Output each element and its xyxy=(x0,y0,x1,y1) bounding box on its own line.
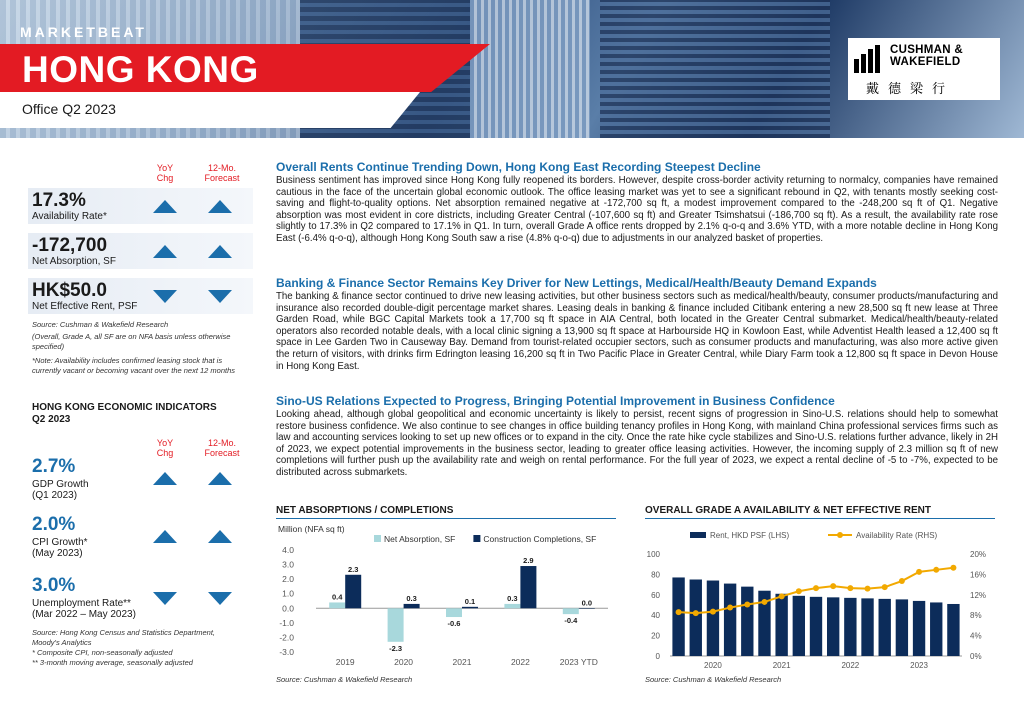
kpi-note-basis: (Overall, Grade A, all SF are on NFA basis unless otherwise specified) xyxy=(32,332,231,351)
bar xyxy=(329,602,345,608)
bar xyxy=(827,597,839,656)
arrow-up-icon xyxy=(153,245,177,258)
bar xyxy=(690,580,702,657)
bar xyxy=(446,608,462,617)
y-left-tick-label: 20 xyxy=(651,631,660,641)
arrow-down-icon xyxy=(153,592,177,605)
arrow-up-icon xyxy=(208,200,232,213)
chart-source: Source: Cushman & Wakefield Research xyxy=(276,675,413,684)
econ-label: CPI Growth* xyxy=(32,537,88,548)
kpi-source: Source: Cushman & Wakefield Research xyxy=(32,320,169,329)
y-left-tick-label: 60 xyxy=(651,590,660,600)
data-label: 0.0 xyxy=(581,598,593,608)
arrow-up-icon xyxy=(208,245,232,258)
line-point xyxy=(693,610,699,616)
data-label: 0.4 xyxy=(331,592,343,602)
line-point xyxy=(676,609,682,615)
banner-building xyxy=(600,0,830,138)
kpi-net-absorption xyxy=(28,233,253,269)
arrow-up-icon xyxy=(208,530,232,543)
line-point xyxy=(916,569,922,575)
arrow-up-icon xyxy=(153,530,177,543)
y-right-tick-label: 16% xyxy=(970,570,987,580)
kpi-value: HK$50.0 xyxy=(32,280,107,301)
bar xyxy=(741,587,753,656)
bar xyxy=(879,599,891,656)
x-tick-label: 2020 xyxy=(704,661,722,670)
report-period: Office Q2 2023 xyxy=(22,101,116,117)
logo-name: CUSHMAN & WAKEFIELD xyxy=(890,44,963,68)
y-right-tick-label: 4% xyxy=(970,631,982,641)
section-body: Looking ahead, although global geopolitical and economic uncertainty is likely to persist, recent signs of progression in Sino-U.S. relations should help to somewhat restore business confidence. We also continue to see changes in office building tenancy profiles in Hong Kong, with mainland China professional services firms such as law and accounting services looking to set up new offices or to expand in the city. Once the rate hike cycle stabilizes and Sino-U.S. relations further advance, likely in 2H of 2023, we expect potential improvements in the business sector, leading to greater office leasing activities. However, the incoming supply of 2.3 million sq ft of new completions will further push up the availability rate and weigh on rental performance. For the full year of 2023, we expect a rental decline of -5 to -7%, expected to be distributed across submarkets. xyxy=(276,409,998,478)
econ-value: 2.0% xyxy=(32,514,76,535)
x-tick-label: 2023 YTD xyxy=(559,657,598,667)
data-label: -0.6 xyxy=(447,619,461,629)
econ-period: (Mar 2022 – May 2023) xyxy=(32,609,136,620)
line-point xyxy=(847,585,853,591)
brand-title: MARKETBEAT xyxy=(20,24,147,40)
line-point xyxy=(950,565,956,571)
line-point xyxy=(865,586,871,592)
bar xyxy=(930,602,942,656)
chart-title-availability: OVERALL GRADE A AVAILABILITY & NET EFFECTIVE RENT xyxy=(645,505,931,516)
kpi-yoy-header: YoY Chg xyxy=(156,163,174,183)
y-tick-label: 4.0 xyxy=(282,545,294,555)
econ-yoy-header: YoY Chg xyxy=(156,438,174,458)
legend-swatch xyxy=(473,535,480,542)
line-point xyxy=(813,585,819,591)
data-label: -2.3 xyxy=(389,643,403,653)
bar xyxy=(672,577,684,656)
x-tick-label: 2022 xyxy=(510,657,530,667)
bar xyxy=(861,598,873,656)
econ-title: HONG KONG ECONOMIC INDICATORS Q2 2023 xyxy=(32,402,217,425)
line-point xyxy=(830,583,836,589)
absorption-chart xyxy=(276,520,618,670)
line-point xyxy=(761,599,767,605)
kpi-net-effective-rent xyxy=(28,278,253,314)
legend-label: Net Absorption, SF xyxy=(384,534,456,544)
econ-note-unemployment: ** 3-month moving average, seasonally adjusted xyxy=(32,658,193,667)
chart-source: Source: Cushman & Wakefield Research xyxy=(645,675,782,684)
x-tick-label: 2019 xyxy=(335,657,355,667)
line-point xyxy=(727,605,733,611)
kpi-label: Net Absorption, SF xyxy=(32,256,116,267)
city-title: HONG KONG xyxy=(22,49,259,90)
y-tick-label: -2.0 xyxy=(279,632,294,643)
bar xyxy=(947,604,959,656)
x-tick-label: 2021 xyxy=(452,657,472,667)
x-tick-label: 2020 xyxy=(394,657,414,667)
logo-chinese: 戴德梁行 xyxy=(866,81,955,96)
bar xyxy=(913,601,925,656)
chart-title-absorption: NET ABSORPTIONS / COMPLETIONS xyxy=(276,505,454,516)
bar xyxy=(810,597,822,656)
x-tick-label: 2023 xyxy=(910,661,928,670)
econ-period: (May 2023) xyxy=(32,548,83,559)
line-point xyxy=(796,588,802,594)
section-heading: Sino-US Relations Expected to Progress, Bringing Potential Improvement in Business Confidence xyxy=(276,394,835,408)
y-tick-label: -1.0 xyxy=(279,617,294,628)
y-right-tick-label: 0% xyxy=(970,652,982,661)
line-point xyxy=(710,609,716,615)
chart-rule xyxy=(645,518,995,519)
bar xyxy=(563,608,579,614)
bar xyxy=(520,566,536,608)
kpi-value: 17.3% xyxy=(32,190,86,211)
legend-label: Rent, HKD PSF (LHS) xyxy=(710,531,790,540)
y-right-tick-label: 12% xyxy=(970,590,987,600)
data-label: 0.3 xyxy=(406,593,417,603)
legend-swatch xyxy=(690,532,706,538)
y-left-tick-label: 0 xyxy=(655,652,660,661)
line-point xyxy=(933,567,939,573)
econ-source: Source: Hong Kong Census and Statistics Department, Moody's Analytics xyxy=(32,628,216,647)
y-left-tick-label: 100 xyxy=(646,550,660,559)
bar xyxy=(345,575,361,609)
bar xyxy=(896,599,908,656)
x-tick-label: 2021 xyxy=(772,661,791,670)
kpi-label: Net Effective Rent, PSF xyxy=(32,301,138,312)
section-heading: Overall Rents Continue Trending Down, Hong Kong East Recording Steepest Decline xyxy=(276,160,761,174)
econ-label: GDP Growth xyxy=(32,479,89,490)
arrow-up-icon xyxy=(153,200,177,213)
availability-rent-chart xyxy=(640,524,1000,672)
data-label: 2.3 xyxy=(347,564,359,574)
econ-forecast-header: 12-Mo. Forecast xyxy=(204,438,240,458)
article-section-rents xyxy=(276,160,998,245)
bar xyxy=(793,596,805,656)
kpi-label: Availability Rate* xyxy=(32,211,107,222)
banner-building xyxy=(470,0,590,138)
arrow-down-icon xyxy=(208,592,232,605)
legend-marker xyxy=(837,532,843,538)
data-label: 0.1 xyxy=(464,596,476,606)
section-body: The banking & finance sector continued to drive new leasing activities, but other business sectors such as medical/health/beauty, consumer products/manufacturing and insurance also recorded double-digit percentage market shares. Leasing deals in banking & finance included Citibank entering a new 28,500 sq ft new lease at Three Garden Road, while BGC Capital Markets took a 17,700 sq ft space in AIA Central, both located in the Greater Central submarket. Medical/health/beauty-related operators also recorded notable deals, with a local clinic signing a 13,900 sq ft space at Harbourside HQ in Kowloon East, while Adventist Health leased a 12,400 sq ft space in Lee Garden Two in Causeway Bay. Demand from tourist-related occupier sectors, such as consumer products and manufacturing, was also more active given the return of visitors, with drinks firm Edrington leasing 16,200 sq ft in Two Pacific Place in Greater Central, while Diary Farm took a 12,800 sq ft space in Devon House in Hong Kong East. xyxy=(276,291,998,372)
y-axis-label: Million (NFA sq ft) xyxy=(278,524,345,534)
y-tick-label: 2.0 xyxy=(282,574,294,585)
line-point xyxy=(899,578,905,584)
kpi-value: -172,700 xyxy=(32,235,108,256)
bar xyxy=(707,581,719,656)
bar xyxy=(724,584,736,656)
section-heading: Banking & Finance Sector Remains Key Driver for New Lettings, Medical/Health/Beauty Demand Expands xyxy=(276,276,877,290)
logo-mark-icon xyxy=(854,45,884,73)
arrow-down-icon xyxy=(208,290,232,303)
kpi-note-availability: *Note: Availability includes confirmed leasing stock that is currently vacant or becoming vacant over the next 12 months xyxy=(32,356,236,375)
bar xyxy=(775,594,787,656)
y-tick-label: 0.0 xyxy=(282,603,294,614)
data-label: 2.9 xyxy=(523,556,534,566)
article-section-outlook xyxy=(276,394,998,479)
bar xyxy=(404,604,420,608)
bar xyxy=(504,604,520,608)
econ-note-cpi: * Composite CPI, non-seasonally adjusted xyxy=(32,648,173,657)
y-left-tick-label: 80 xyxy=(651,570,660,580)
legend-label: Construction Completions, SF xyxy=(483,534,597,544)
line-point xyxy=(779,593,785,599)
y-left-tick-label: 40 xyxy=(651,611,660,621)
bar xyxy=(462,607,478,608)
line-point xyxy=(744,601,750,607)
article-section-banking xyxy=(276,276,998,372)
y-right-tick-label: 8% xyxy=(970,611,982,621)
company-logo xyxy=(848,38,1000,100)
arrow-down-icon xyxy=(153,290,177,303)
econ-value: 2.7% xyxy=(32,456,76,477)
econ-period: (Q1 2023) xyxy=(32,490,78,501)
y-tick-label: 3.0 xyxy=(282,559,294,570)
kpi-forecast-header: 12-Mo. Forecast xyxy=(204,163,240,183)
chart-rule xyxy=(276,518,616,519)
data-label: 0.3 xyxy=(507,593,518,603)
bar xyxy=(844,598,856,656)
legend-swatch xyxy=(374,535,381,542)
line-point xyxy=(882,584,888,590)
bar xyxy=(388,608,404,642)
arrow-up-icon xyxy=(208,472,232,485)
legend-label: Availability Rate (RHS) xyxy=(856,531,938,540)
arrow-up-icon xyxy=(153,472,177,485)
bar xyxy=(579,608,595,609)
y-right-tick-label: 20% xyxy=(970,550,987,559)
econ-label: Unemployment Rate** xyxy=(32,598,131,609)
data-label: -0.4 xyxy=(564,616,578,626)
y-tick-label: 1.0 xyxy=(282,588,294,599)
x-tick-label: 2022 xyxy=(841,661,860,670)
kpi-availability xyxy=(28,188,253,224)
econ-value: 3.0% xyxy=(32,575,76,596)
y-tick-label: -3.0 xyxy=(279,647,294,657)
section-body: Business sentiment has improved since Hong Kong fully reopened its borders. However, despite cross-border activity returning to normalcy, companies have remained cautious in the face of the uncertain global economic outlook. The office leasing market was yet to see a significant rebound in Q2, with tenants mostly seeking cost-saving and flight-to-quality options. Net absorption remained negative at -172,700 sq ft, a modest improvement compared to the -248,200 sq ft of Q1. Negative absorption was most evident in core districts, including Greater Central (-107,600 sq ft) and Greater Tsimshatsui (-186,700 sq ft). As a result, the availability rate rose slightly to 17.3% in Q2 compared to 17.1% in Q1. In turn, overall Grade A office rents dropped by 2.1% q-o-q and 3.6% YTD, with a more notable decline in Hong Kong East (-6.4% q-o-q), although Hong Kong South saw a rise (4.8% q-o-q) due to adjustments in our analyzed basket of properties. xyxy=(276,175,998,244)
